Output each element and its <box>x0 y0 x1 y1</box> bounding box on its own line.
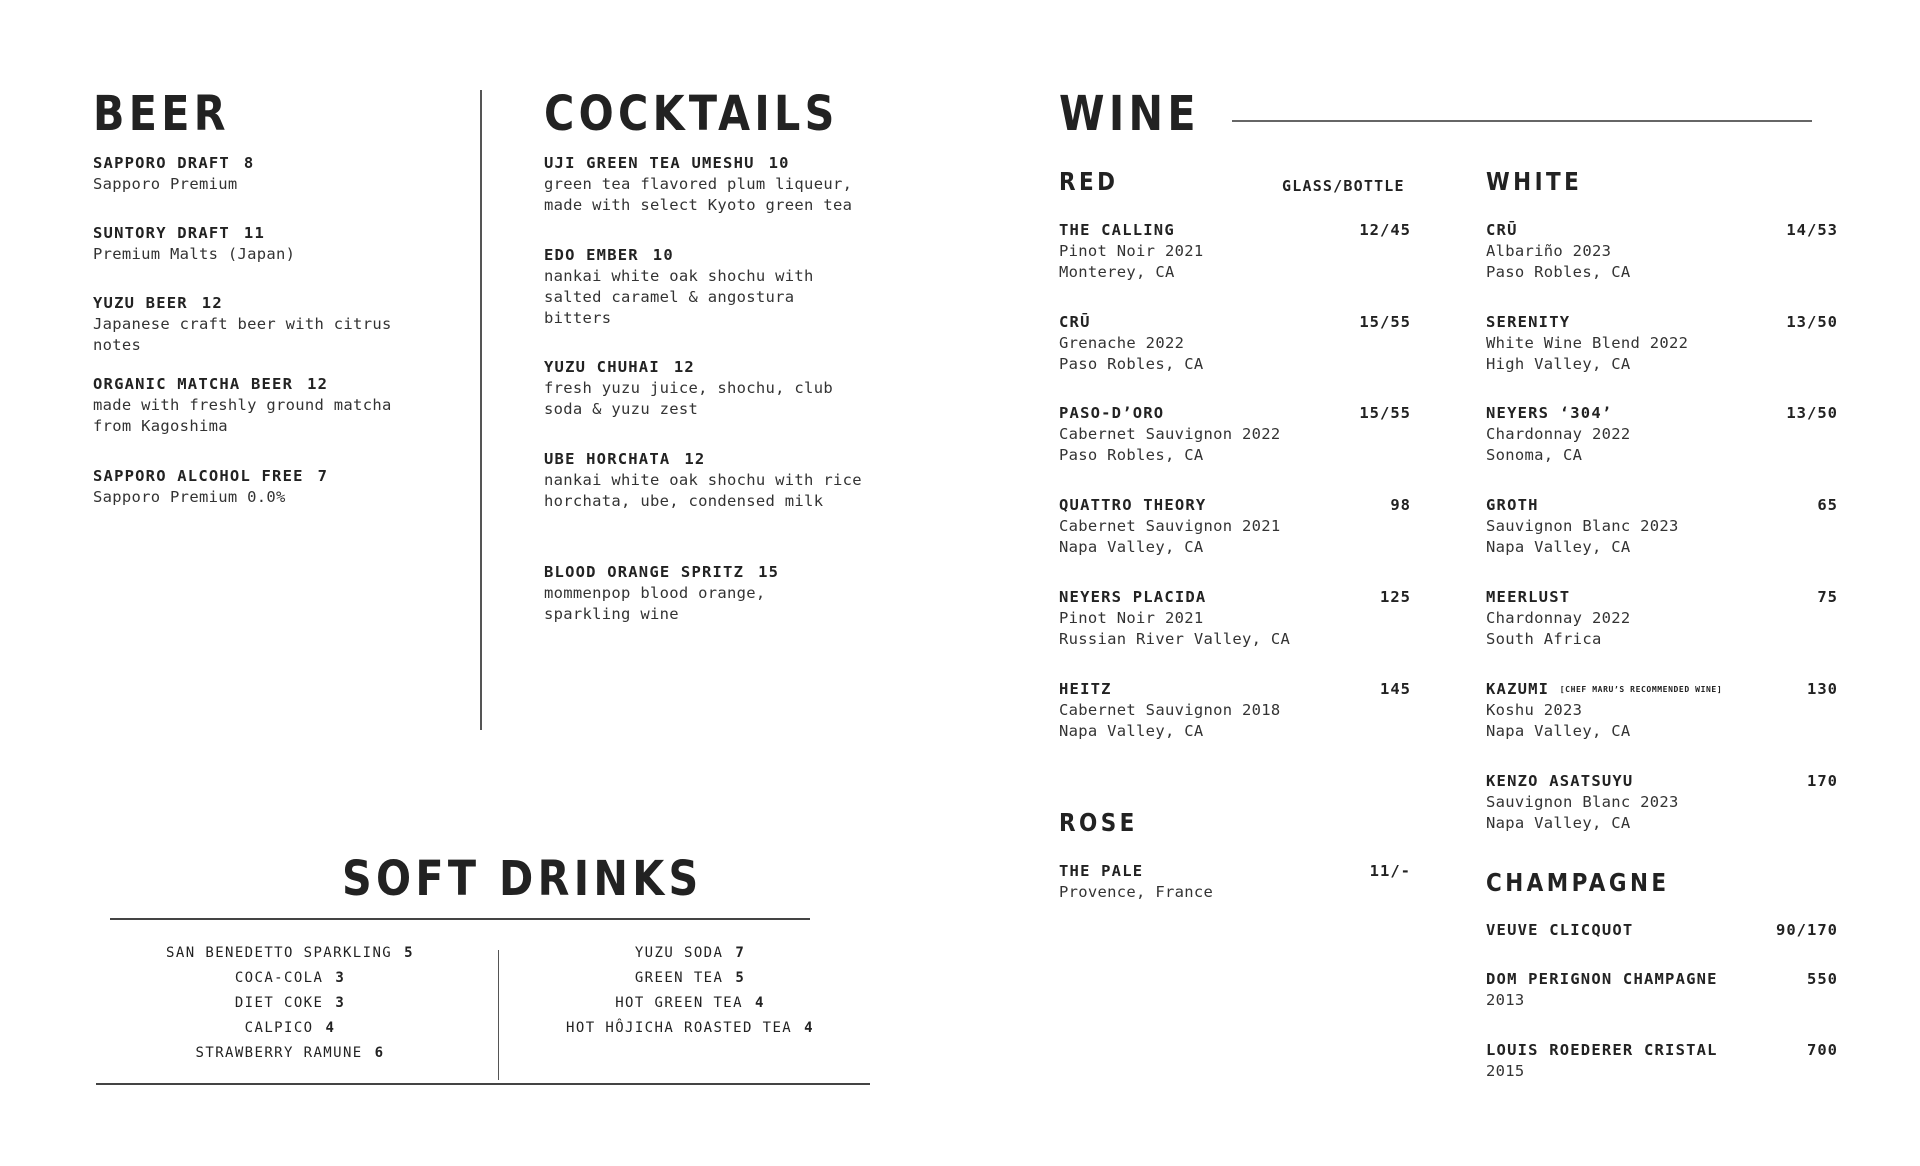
wine-varietal: Pinot Noir 2021 <box>1059 242 1204 260</box>
wine-varietal: Cabernet Sauvignon 2022 <box>1059 425 1281 443</box>
wine-item <box>1486 679 1838 742</box>
glass-bottle-label: GLASS/BOTTLE <box>1282 177 1405 195</box>
menu-item <box>93 153 453 195</box>
wine-region: Napa Valley, CA <box>1486 538 1631 556</box>
menu-item <box>544 562 844 625</box>
wine-varietal: Pinot Noir 2021 <box>1059 609 1204 627</box>
wine-name: THE PALE <box>1059 862 1144 880</box>
wine-name: LOUIS ROEDERER CRISTAL <box>1486 1041 1718 1059</box>
soft-drinks-right-column <box>520 941 860 1041</box>
item-description: Premium Malts (Japan) <box>93 245 296 263</box>
item-name: SUNTORY DRAFT <box>93 224 230 242</box>
wine-name-with-note <box>1486 679 1722 700</box>
divider-line <box>96 1083 870 1085</box>
wine-item <box>1486 771 1838 834</box>
wine-item <box>1486 220 1838 283</box>
wine-region: Napa Valley, CA <box>1059 722 1204 740</box>
divider-line <box>1232 120 1812 122</box>
wine-name: HEITZ <box>1059 680 1112 698</box>
wine-name: SERENITY <box>1486 313 1571 331</box>
wine-item <box>1486 312 1838 375</box>
column-divider <box>498 950 499 1080</box>
item-name: YUZU SODA <box>634 945 724 961</box>
item-name: CALPICO <box>244 1020 314 1036</box>
wine-name: MEERLUST <box>1486 588 1571 606</box>
cocktails-heading: COCKTAILS <box>544 86 839 142</box>
soft-drink-item <box>520 941 860 966</box>
wine-region: South Africa <box>1486 630 1602 648</box>
wine-name: DOM PERIGNON CHAMPAGNE <box>1486 970 1718 988</box>
item-price: 6 <box>374 1045 385 1061</box>
wine-name: KENZO ASATSUYU <box>1486 772 1634 790</box>
soft-drinks-heading: SOFT DRINKS <box>342 851 703 907</box>
item-description: Sapporo Premium <box>93 175 238 193</box>
soft-drink-item <box>120 941 460 966</box>
item-name: SAPPORO ALCOHOL FREE <box>93 467 304 485</box>
wine-varietal: Cabernet Sauvignon 2021 <box>1059 517 1281 535</box>
menu-item <box>93 293 428 356</box>
white-wine-heading: WHITE <box>1486 167 1583 196</box>
item-price: 11 <box>243 224 265 242</box>
menu-item <box>93 374 428 437</box>
item-name: UBE HORCHATA <box>544 450 671 468</box>
soft-drinks-left-column <box>120 941 460 1066</box>
item-price: 3 <box>335 995 346 1011</box>
soft-drink-item <box>120 1041 460 1066</box>
soft-drink-item <box>520 1016 860 1041</box>
wine-item <box>1059 403 1411 466</box>
wine-price: 11/- <box>1369 862 1411 880</box>
wine-name: THE CALLING <box>1059 221 1175 239</box>
wine-price: 90/170 <box>1776 921 1838 939</box>
wine-item <box>1059 587 1411 650</box>
item-name: ORGANIC MATCHA BEER <box>93 375 294 393</box>
wine-price: 15/55 <box>1359 313 1411 331</box>
wine-vintage: 2013 <box>1486 991 1525 1009</box>
item-name: SAN BENEDETTO SPARKLING <box>166 945 393 961</box>
wine-name: GROTH <box>1486 496 1539 514</box>
menu-item <box>93 223 453 265</box>
item-name: UJI GREEN TEA UMESHU <box>544 154 755 172</box>
wine-region: Sonoma, CA <box>1486 446 1583 464</box>
soft-drink-item <box>520 991 860 1016</box>
recommended-note: [CHEF MARU’S RECOMMENDED WINE] <box>1559 685 1723 694</box>
wine-name: QUATTRO THEORY <box>1059 496 1207 514</box>
divider-line <box>110 918 810 920</box>
item-name: HOT HÔJICHA ROASTED TEA <box>566 1020 793 1036</box>
wine-name: NEYERS PLACIDA <box>1059 588 1207 606</box>
wine-item <box>1486 587 1838 650</box>
item-price: 15 <box>758 563 780 581</box>
wine-price: 550 <box>1807 970 1838 988</box>
wine-price: 145 <box>1380 680 1411 698</box>
beer-heading: BEER <box>93 86 230 142</box>
wine-name: KAZUMI <box>1486 680 1550 698</box>
item-price: 4 <box>754 995 765 1011</box>
wine-item <box>1486 403 1838 466</box>
wine-varietal: Sauvignon Blanc 2023 <box>1486 793 1679 811</box>
item-description: made with freshly ground matcha from Kagoshima <box>93 396 392 435</box>
wine-name: PASO-D’ORO <box>1059 404 1165 422</box>
item-name: STRAWBERRY RAMUNE <box>195 1045 363 1061</box>
menu-item <box>544 357 864 420</box>
wine-price: 13/50 <box>1786 313 1838 331</box>
wine-price: 98 <box>1390 496 1411 514</box>
column-divider <box>480 90 482 730</box>
wine-varietal: Cabernet Sauvignon 2018 <box>1059 701 1281 719</box>
item-description: green tea flavored plum liqueur, made with select Kyoto green tea <box>544 175 853 214</box>
soft-drink-item <box>120 1016 460 1041</box>
wine-item <box>1059 220 1411 283</box>
champagne-heading: CHAMPAGNE <box>1486 868 1670 897</box>
wine-item <box>1486 920 1838 941</box>
wine-price: 125 <box>1380 588 1411 606</box>
wine-item <box>1059 679 1411 742</box>
item-price: 10 <box>652 246 674 264</box>
item-name: YUZU BEER <box>93 294 188 312</box>
item-price: 12 <box>673 358 695 376</box>
wine-price: 170 <box>1807 772 1838 790</box>
wine-vintage: 2015 <box>1486 1062 1525 1080</box>
wine-region: Monterey, CA <box>1059 263 1175 281</box>
wine-item <box>1059 495 1411 558</box>
item-price: 8 <box>243 154 255 172</box>
soft-drink-item <box>120 991 460 1016</box>
wine-item <box>1486 969 1838 1011</box>
rose-wine-heading: ROSE <box>1059 808 1138 837</box>
item-name: HOT GREEN TEA <box>615 995 743 1011</box>
item-price: 5 <box>735 970 746 986</box>
wine-name: CRŪ <box>1059 313 1091 331</box>
item-description: Japanese craft beer with citrus notes <box>93 315 392 354</box>
item-name: EDO EMBER <box>544 246 639 264</box>
menu-item <box>544 245 844 329</box>
red-wine-heading: RED <box>1059 167 1119 196</box>
wine-varietal: Albariño 2023 <box>1486 242 1612 260</box>
soft-drink-item <box>520 966 860 991</box>
wine-region: Russian River Valley, CA <box>1059 630 1291 648</box>
wine-region: High Valley, CA <box>1486 355 1631 373</box>
wine-price: 700 <box>1807 1041 1838 1059</box>
menu-item <box>544 153 874 216</box>
item-price: 10 <box>768 154 790 172</box>
wine-price: 75 <box>1817 588 1838 606</box>
item-name: YUZU CHUHAI <box>544 358 660 376</box>
wine-region: Napa Valley, CA <box>1486 722 1631 740</box>
wine-item <box>1059 312 1411 375</box>
wine-price: 14/53 <box>1786 221 1838 239</box>
soft-drink-item <box>120 966 460 991</box>
wine-region: Napa Valley, CA <box>1486 814 1631 832</box>
wine-varietal: White Wine Blend 2022 <box>1486 334 1689 352</box>
wine-region: Paso Robles, CA <box>1059 446 1204 464</box>
item-description: mommenpop blood orange, sparkling wine <box>544 584 766 623</box>
item-name: SAPPORO DRAFT <box>93 154 230 172</box>
wine-item <box>1486 495 1838 558</box>
item-name: GREEN TEA <box>634 970 724 986</box>
item-name: BLOOD ORANGE SPRITZ <box>544 563 745 581</box>
item-name: DIET COKE <box>234 995 324 1011</box>
item-price: 7 <box>735 945 746 961</box>
item-price: 5 <box>404 945 414 961</box>
item-description: Sapporo Premium 0.0% <box>93 488 286 506</box>
item-price: 12 <box>684 450 706 468</box>
wine-region: Napa Valley, CA <box>1059 538 1204 556</box>
wine-name: CRŪ <box>1486 221 1518 239</box>
item-price: 3 <box>335 970 346 986</box>
wine-price: 12/45 <box>1359 221 1411 239</box>
wine-name: NEYERS ‘304’ <box>1486 404 1613 422</box>
wine-varietal: Koshu 2023 <box>1486 701 1583 719</box>
wine-region: Paso Robles, CA <box>1486 263 1631 281</box>
wine-varietal: Sauvignon Blanc 2023 <box>1486 517 1679 535</box>
item-price: 4 <box>804 1020 814 1036</box>
item-name: COCA-COLA <box>234 970 324 986</box>
item-price: 12 <box>201 294 223 312</box>
wine-varietal: Chardonnay 2022 <box>1486 425 1631 443</box>
wine-item <box>1486 1040 1838 1082</box>
menu-item <box>93 466 453 508</box>
wine-item <box>1059 861 1411 903</box>
wine-price: 130 <box>1807 680 1838 698</box>
wine-price: 65 <box>1817 496 1838 514</box>
wine-region: Provence, France <box>1059 883 1214 901</box>
wine-heading: WINE <box>1059 86 1200 142</box>
item-description: fresh yuzu juice, shochu, club soda & yuzu zest <box>544 379 833 418</box>
wine-varietal: Grenache 2022 <box>1059 334 1185 352</box>
item-price: 12 <box>307 375 329 393</box>
item-description: nankai white oak shochu with rice horchata, ube, condensed milk <box>544 471 862 510</box>
wine-price: 13/50 <box>1786 404 1838 422</box>
wine-varietal: Chardonnay 2022 <box>1486 609 1631 627</box>
menu-item <box>544 449 864 512</box>
item-price: 7 <box>317 467 329 485</box>
item-price: 4 <box>325 1020 336 1036</box>
wine-region: Paso Robles, CA <box>1059 355 1204 373</box>
wine-price: 15/55 <box>1359 404 1411 422</box>
item-description: nankai white oak shochu with salted caramel & angostura bitters <box>544 267 814 327</box>
wine-name: VEUVE CLICQUOT <box>1486 921 1634 939</box>
